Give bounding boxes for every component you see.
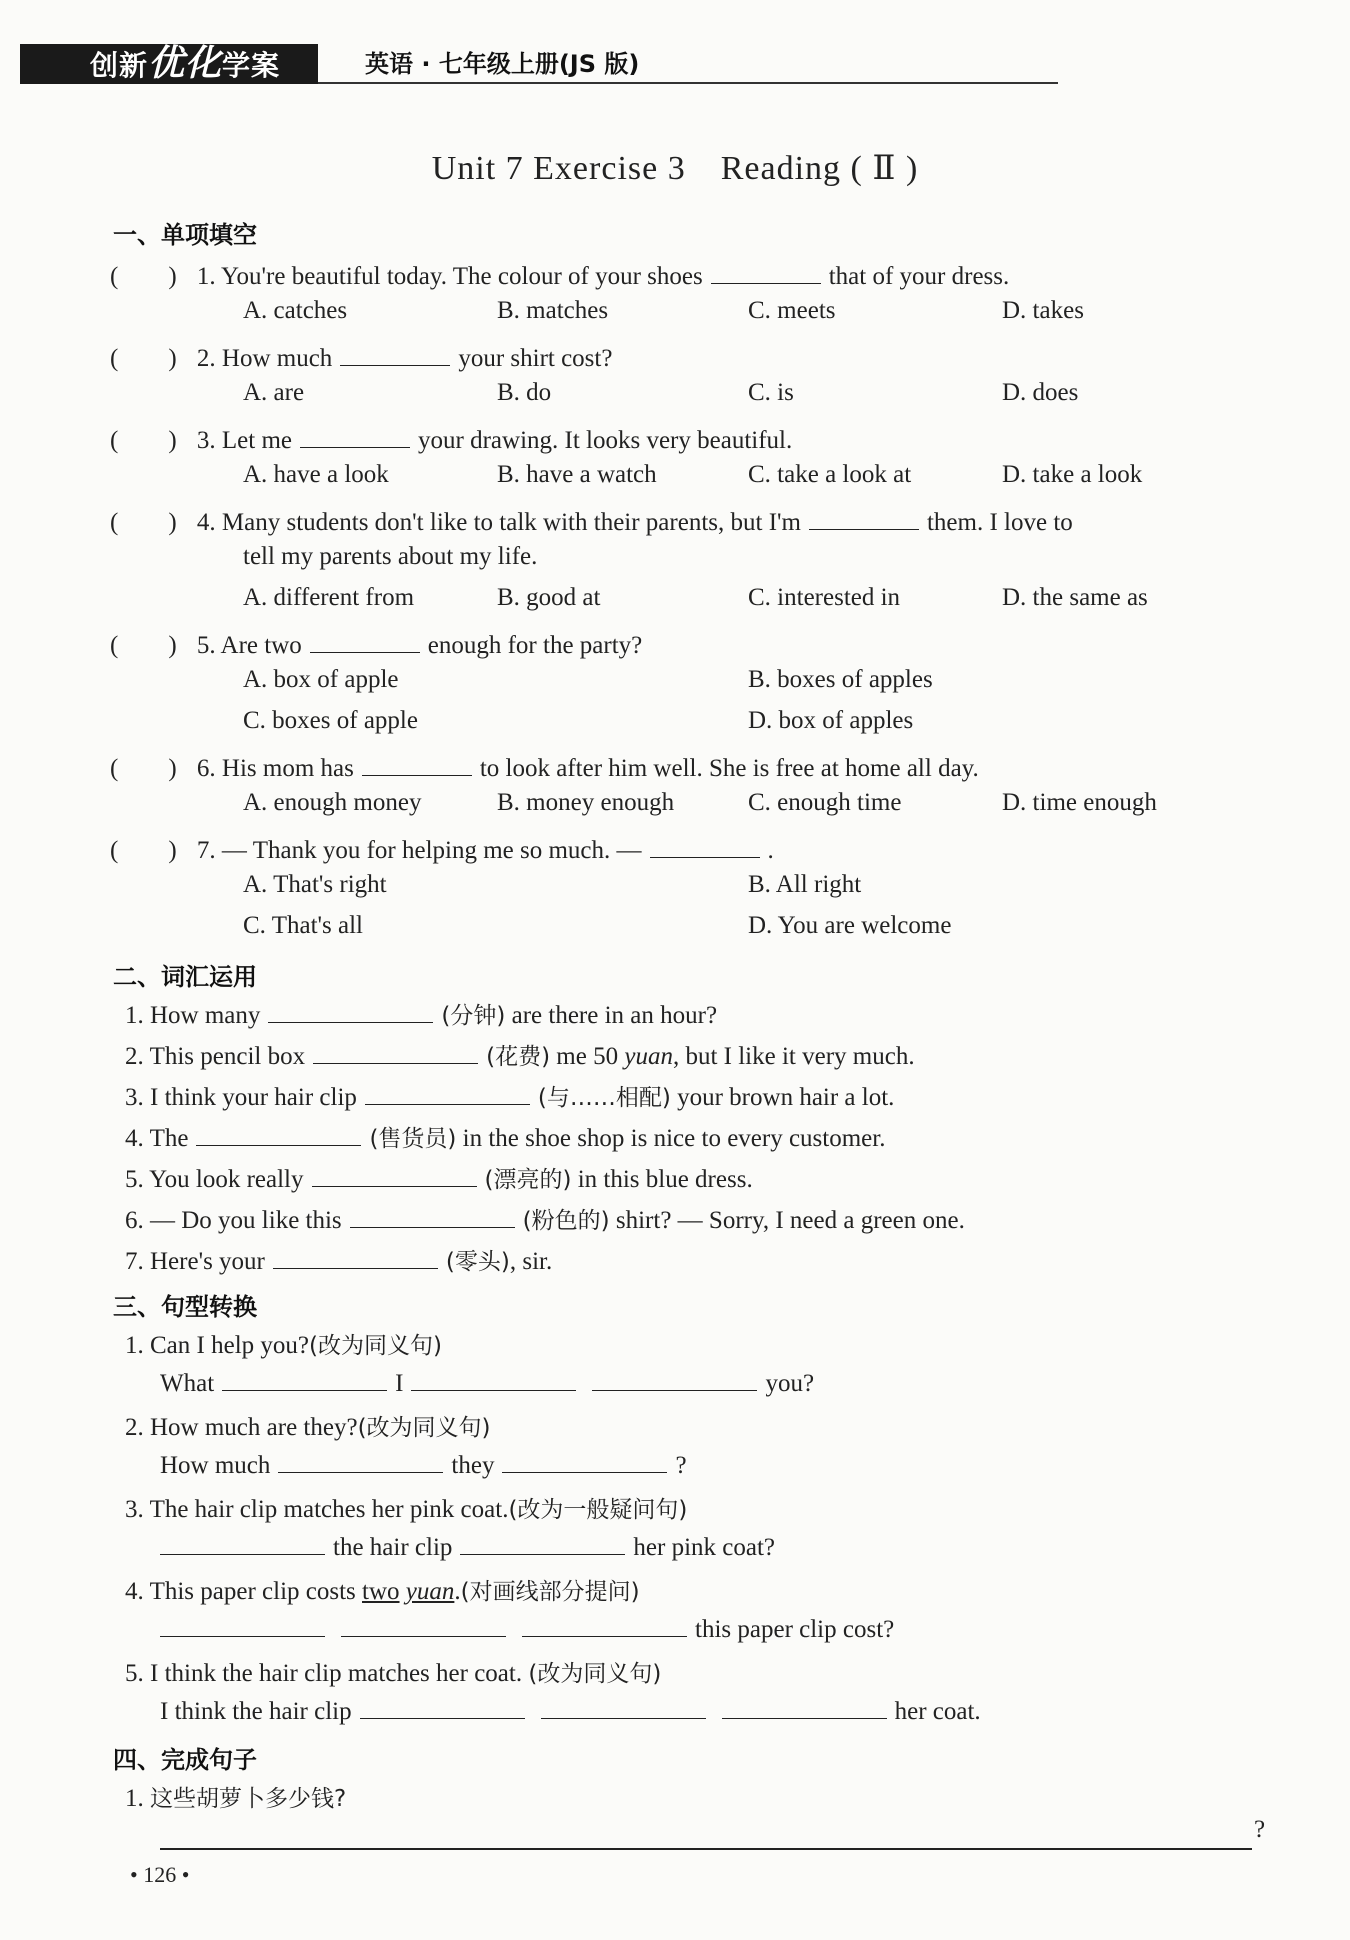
answer-blank[interactable] (541, 1696, 706, 1719)
vocab-item-7: 7. Here's your (零头), sir. (125, 1248, 553, 1275)
vocab-item-2: 2. This pencil box (花费) me 50 yuan, but I like it very much. (125, 1043, 915, 1070)
option-b: B. have a watch (497, 461, 657, 488)
answer-paren[interactable]: ( ) (110, 427, 177, 454)
answer-blank[interactable] (300, 425, 410, 448)
option-c: C. enough time (748, 789, 902, 816)
option-d: D. the same as (1002, 584, 1148, 611)
option-c: C. That's all (243, 912, 364, 939)
answer-blank[interactable] (313, 1041, 478, 1064)
answer-blank[interactable] (362, 753, 472, 776)
transform-question-3: 3. The hair clip matches her pink coat.(改为一般疑问句) (125, 1496, 688, 1523)
mc-question-4-continued: tell my parents about my life. (243, 543, 538, 570)
answer-paren[interactable]: ( ) (110, 509, 177, 536)
option-c: C. is (748, 379, 794, 406)
mc-question-2: ( ) 2. How much your shirt cost? (110, 345, 613, 372)
transform-answer-1: What I you? (160, 1370, 815, 1397)
option-d: D. You are welcome (748, 912, 952, 939)
option-c: C. meets (748, 297, 836, 324)
answer-blank[interactable] (310, 630, 420, 653)
answer-blank[interactable] (222, 1368, 387, 1391)
option-a: A. enough money (243, 789, 422, 816)
answer-blank[interactable] (196, 1123, 361, 1146)
answer-paren[interactable]: ( ) (110, 837, 177, 864)
section-heading-3: 三、句型转换 (113, 1293, 257, 1321)
option-a: A. different from (243, 584, 415, 611)
mc-question-6: ( ) 6. His mom has to look after him well. She is free at home all day. (110, 755, 979, 782)
answer-paren[interactable]: ( ) (110, 345, 177, 372)
answer-blank[interactable] (268, 1000, 433, 1023)
answer-blank[interactable] (722, 1696, 887, 1719)
answer-line[interactable] (160, 1848, 1252, 1850)
mc-question-7: ( ) 7. — Thank you for helping me so much. — . (110, 837, 774, 864)
option-c: C. interested in (748, 584, 901, 611)
mc-question-1: ( ) 1. You're beautiful today. The colour of your shoes that of your dress. (110, 263, 1010, 290)
option-d: D. box of apples (748, 707, 914, 734)
option-a: A. catches (243, 297, 348, 324)
answer-blank[interactable] (340, 343, 450, 366)
page-header (20, 44, 1060, 84)
mc-question-5: ( ) 5. Are two enough for the party? (110, 632, 643, 659)
complete-item-1: 1. 这些胡萝卜多少钱? (125, 1785, 347, 1812)
option-c: C. take a look at (748, 461, 912, 488)
answer-blank[interactable] (312, 1164, 477, 1187)
section-heading-1: 一、单项填空 (113, 221, 257, 249)
answer-blank[interactable] (460, 1532, 625, 1555)
page-title: Unit 7 Exercise 3 Reading ( Ⅱ ) (431, 150, 919, 187)
option-d: D. takes (1002, 297, 1084, 324)
page-number: • 126 • (130, 1862, 190, 1887)
answer-blank[interactable] (341, 1614, 506, 1637)
transform-answer-3: the hair clip her pink coat? (152, 1532, 775, 1562)
answer-blank[interactable] (160, 1532, 325, 1555)
option-a: A. That's right (243, 871, 387, 898)
answer-blank[interactable] (809, 507, 919, 530)
answer-blank[interactable] (650, 835, 760, 858)
question-mark: ? (1254, 1816, 1266, 1843)
vocab-item-5: 5. You look really (漂亮的) in this blue dress. (125, 1166, 753, 1193)
transform-question-5: 5. I think the hair clip matches her coat. (改为同义句) (125, 1660, 662, 1687)
transform-question-4: 4. This paper clip costs two yuan.(对画线部分提问) (125, 1578, 640, 1605)
answer-blank[interactable] (522, 1614, 687, 1637)
answer-paren[interactable]: ( ) (110, 632, 177, 659)
transform-answer-4: this paper clip cost? (152, 1614, 894, 1644)
vocab-item-6: 6. — Do you like this (粉色的) shirt? — Sorry, I need a green one. (125, 1207, 965, 1234)
option-a: A. box of apple (243, 666, 399, 693)
option-b: B. matches (497, 297, 609, 324)
answer-blank[interactable] (160, 1614, 325, 1637)
option-b: B. good at (497, 584, 601, 611)
mc-question-3: ( ) 3. Let me your drawing. It looks very beautiful. (110, 427, 793, 454)
header-rule (318, 82, 1058, 84)
option-d: D. does (1002, 379, 1079, 406)
answer-blank[interactable] (360, 1696, 525, 1719)
option-d: D. time enough (1002, 789, 1157, 816)
answer-blank[interactable] (502, 1450, 667, 1473)
transform-question-1: 1. Can I help you?(改为同义句) (125, 1332, 442, 1359)
option-a: A. are (243, 379, 305, 406)
option-b: B. All right (748, 871, 862, 898)
option-b: B. do (497, 379, 552, 406)
section-heading-2: 二、词汇运用 (113, 963, 257, 991)
transform-question-2: 2. How much are they?(改为同义句) (125, 1414, 491, 1441)
option-b: B. boxes of apples (748, 666, 933, 693)
answer-blank[interactable] (592, 1368, 757, 1391)
answer-blank[interactable] (273, 1246, 438, 1269)
vocab-item-4: 4. The (售货员) in the shoe shop is nice to every customer. (125, 1125, 886, 1152)
answer-blank[interactable] (278, 1450, 443, 1473)
vocab-item-1: 1. How many (分钟) are there in an hour? (125, 1002, 718, 1029)
answer-paren[interactable]: ( ) (110, 755, 177, 782)
option-c: C. boxes of apple (243, 707, 418, 734)
transform-answer-5: I think the hair clip her coat. (160, 1698, 981, 1725)
mc-question-4: ( ) 4. Many students don't like to talk with their parents, but I'm them. I love to (110, 509, 1073, 536)
section-heading-4: 四、完成句子 (113, 1746, 257, 1774)
answer-blank[interactable] (350, 1205, 515, 1228)
option-b: B. money enough (497, 789, 675, 816)
answer-blank[interactable] (411, 1368, 576, 1391)
subject-label: 英语 · 七年级上册(JS 版) (365, 50, 640, 78)
brand-logo: 创新优化学案 (20, 44, 318, 84)
answer-blank[interactable] (365, 1082, 530, 1105)
transform-answer-2: How much they ? (160, 1452, 687, 1479)
option-d: D. take a look (1002, 461, 1143, 488)
vocab-item-3: 3. I think your hair clip (与……相配) your brown hair a lot. (125, 1084, 895, 1111)
answer-blank[interactable] (711, 261, 821, 284)
answer-paren[interactable]: ( ) (110, 263, 177, 290)
option-a: A. have a look (243, 461, 389, 488)
